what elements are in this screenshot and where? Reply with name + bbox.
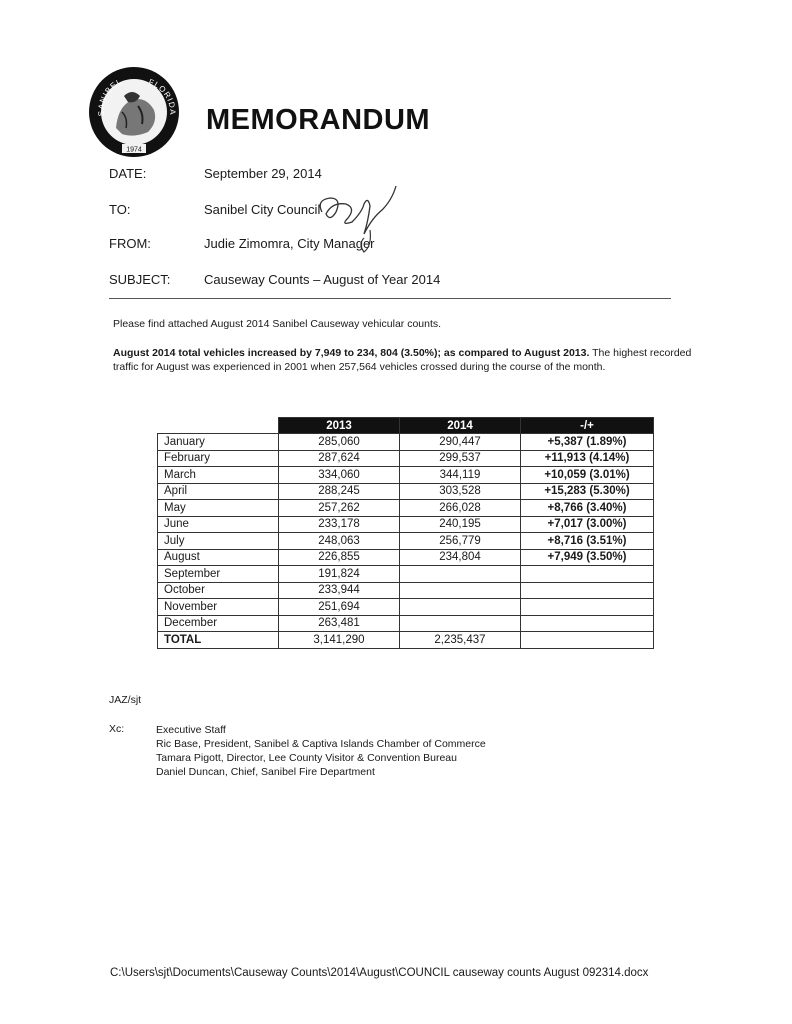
date-value: September 29, 2014: [204, 166, 322, 181]
value-2013: 226,855: [279, 549, 400, 566]
document-file-path: C:\Users\sjt\Documents\Causeway Counts\2014\August\COUNCIL causeway counts August 092314.docx: [110, 967, 649, 979]
month-cell: July: [158, 533, 279, 550]
table-row: [158, 500, 654, 517]
table-total-row: [158, 632, 654, 649]
xc-label: Xc:: [109, 723, 125, 735]
change-cell: +11,913 (4.14%): [521, 450, 654, 467]
month-cell: May: [158, 500, 279, 517]
value-2013: 233,178: [279, 516, 400, 533]
value-2013: 288,245: [279, 483, 400, 500]
date-label: DATE:: [109, 166, 147, 181]
change-cell: +15,283 (5.30%): [521, 483, 654, 500]
value-2013: 285,060: [279, 434, 400, 451]
table-row: [158, 450, 654, 467]
change-cell: [521, 599, 654, 616]
table-header-row: [158, 418, 654, 434]
header-blank: [158, 418, 279, 434]
value-2013: 248,063: [279, 533, 400, 550]
summary-bold-text: August 2014 total vehicles increased by 7,949 to 234, 804 (3.50%); as compared to August 2013.: [113, 347, 590, 359]
change-cell: [521, 566, 654, 583]
city-seal: [88, 66, 180, 158]
header-2014: 2014: [400, 418, 521, 434]
total-label: TOTAL: [158, 632, 279, 649]
table-row: [158, 615, 654, 632]
month-cell: November: [158, 599, 279, 616]
subject-value: Causeway Counts – August of Year 2014: [204, 272, 441, 287]
header-change: -/+: [521, 418, 654, 434]
value-2014: [400, 615, 521, 632]
value-2013: 257,262: [279, 500, 400, 517]
month-cell: February: [158, 450, 279, 467]
value-2013: 251,694: [279, 599, 400, 616]
subject-label: SUBJECT:: [109, 272, 171, 287]
table-row: [158, 566, 654, 583]
table-row: [158, 467, 654, 484]
table-row: [158, 582, 654, 599]
to-label: TO:: [109, 202, 131, 217]
table-row: [158, 549, 654, 566]
header-divider: [109, 298, 671, 299]
month-cell: August: [158, 549, 279, 566]
month-cell: December: [158, 615, 279, 632]
intro-paragraph: Please find attached August 2014 Sanibel Causeway vehicular counts.: [113, 318, 442, 330]
table-row: [158, 516, 654, 533]
month-cell: January: [158, 434, 279, 451]
value-2014: 266,028: [400, 500, 521, 517]
from-label: FROM:: [109, 236, 151, 251]
value-2013: 191,824: [279, 566, 400, 583]
value-2014: 299,537: [400, 450, 521, 467]
value-2013: 334,060: [279, 467, 400, 484]
summary-text: The highest recorded traffic for August was experienced in 2001 when 257,564 vehicles crossed during the course of the month.: [113, 347, 692, 373]
month-cell: September: [158, 566, 279, 583]
handwritten-signature: [312, 182, 402, 257]
seal-year: 1974: [126, 146, 142, 154]
change-cell: +10,059 (3.01%): [521, 467, 654, 484]
summary-paragraph: [113, 346, 693, 374]
list-item: Ric Base, President, Sanibel & Captiva Islands Chamber of Commerce: [156, 738, 486, 750]
value-2013: 287,624: [279, 450, 400, 467]
change-cell: [521, 582, 654, 599]
table-row: [158, 434, 654, 451]
value-2014: 290,447: [400, 434, 521, 451]
value-2014: [400, 566, 521, 583]
change-cell: +7,017 (3.00%): [521, 516, 654, 533]
value-2014: 303,528: [400, 483, 521, 500]
list-item: Daniel Duncan, Chief, Sanibel Fire Department: [156, 766, 375, 778]
value-2014: 234,804: [400, 549, 521, 566]
from-value: Judie Zimomra, City Manager: [204, 236, 375, 251]
list-item: Executive Staff: [156, 724, 226, 736]
change-cell: +7,949 (3.50%): [521, 549, 654, 566]
change-cell: [521, 615, 654, 632]
header-2013: 2013: [279, 418, 400, 434]
change-cell: +8,766 (3.40%): [521, 500, 654, 517]
month-cell: April: [158, 483, 279, 500]
change-cell: +8,716 (3.51%): [521, 533, 654, 550]
month-cell: October: [158, 582, 279, 599]
seal-text-top: SANIBEL: [96, 76, 124, 117]
value-2014: 256,779: [400, 533, 521, 550]
typist-initials: JAZ/sjt: [109, 694, 142, 706]
table-row: [158, 599, 654, 616]
table-row: [158, 483, 654, 500]
xc-recipient-list: [156, 723, 486, 779]
total-change: [521, 632, 654, 649]
month-cell: March: [158, 467, 279, 484]
memo-title: MEMORANDUM: [206, 104, 431, 136]
value-2014: [400, 582, 521, 599]
seal-text-right: FLORIDA: [147, 77, 178, 116]
total-2013: 3,141,290: [279, 632, 400, 649]
value-2014: 344,119: [400, 467, 521, 484]
causeway-counts-table: [157, 417, 654, 649]
value-2013: 233,944: [279, 582, 400, 599]
change-cell: +5,387 (1.89%): [521, 434, 654, 451]
total-2014: 2,235,437: [400, 632, 521, 649]
list-item: Tamara Pigott, Director, Lee County Visitor & Convention Bureau: [156, 752, 457, 764]
month-cell: June: [158, 516, 279, 533]
table-row: [158, 533, 654, 550]
value-2014: 240,195: [400, 516, 521, 533]
value-2013: 263,481: [279, 615, 400, 632]
value-2014: [400, 599, 521, 616]
to-value: Sanibel City Council: [204, 202, 321, 217]
